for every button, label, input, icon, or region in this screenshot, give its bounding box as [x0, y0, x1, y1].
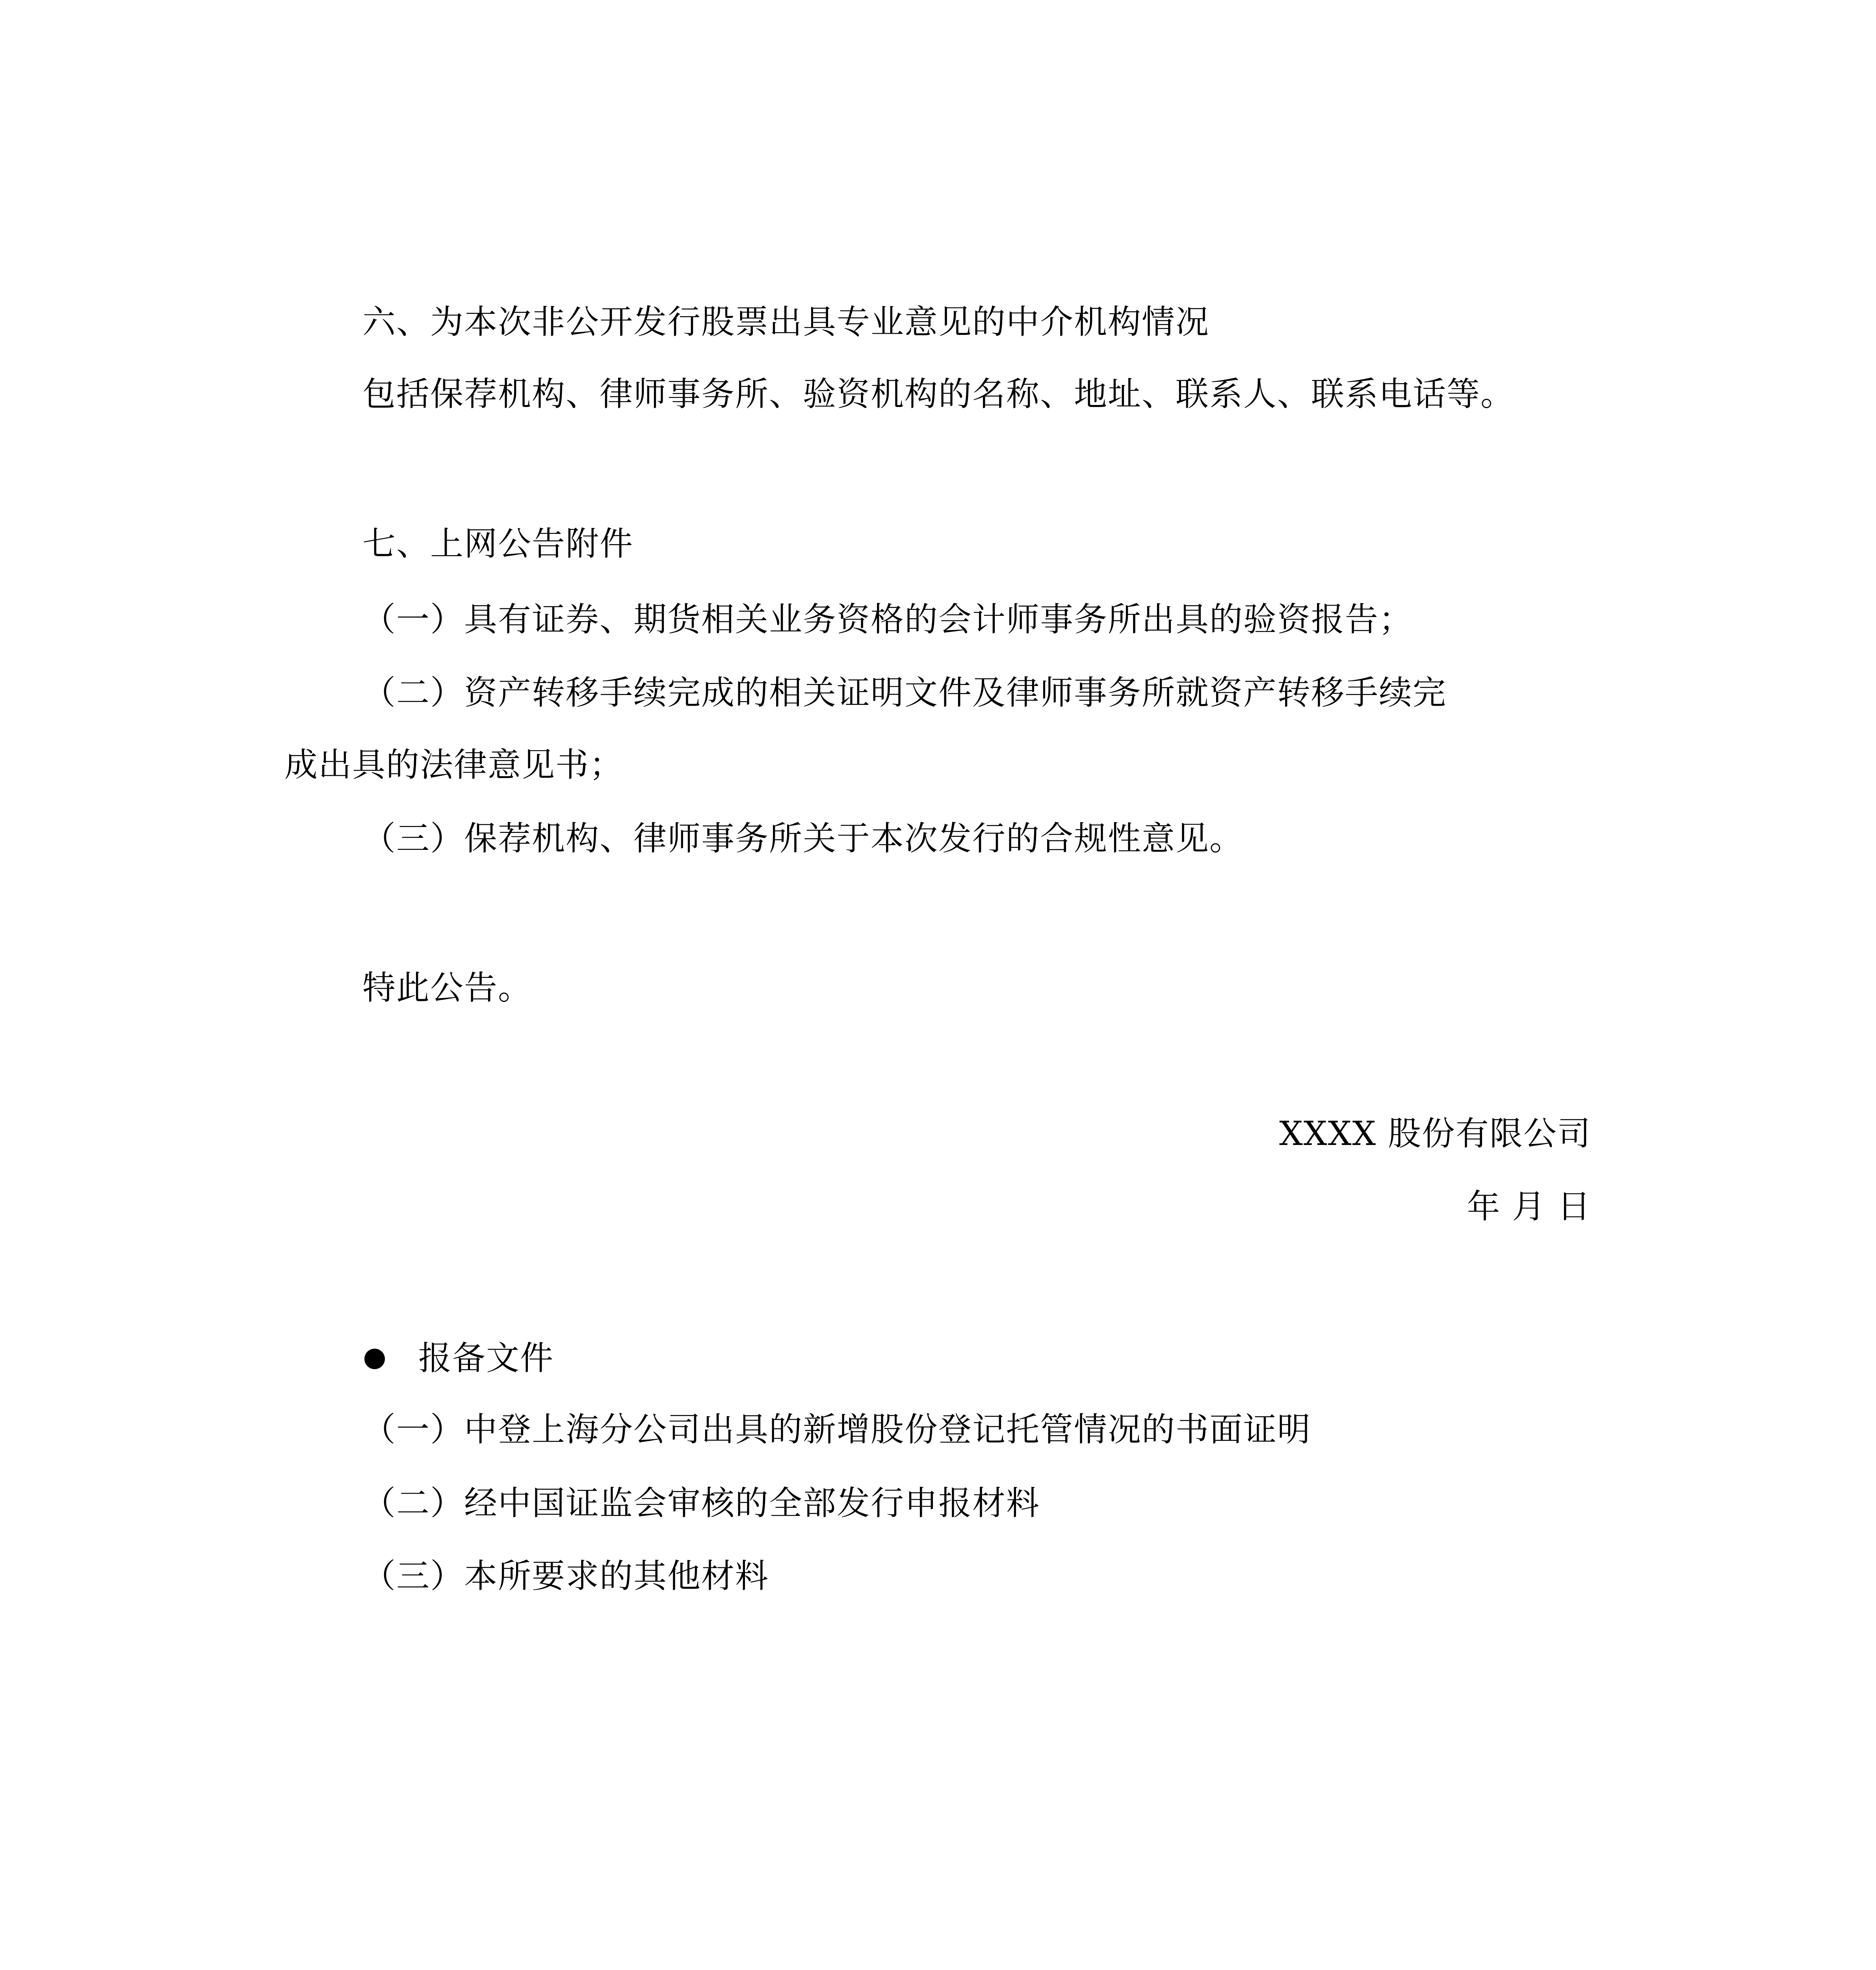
filled-circle-bullet-icon — [364, 1349, 385, 1369]
signature-company: XXXX 股份有限公司 — [1279, 1114, 1591, 1153]
filing-item-3: （三）本所要求的其他材料 — [362, 1557, 769, 1595]
section-7-item-3: （三）保荐机构、律师事务所关于本次发行的合规性意见。 — [362, 819, 1244, 858]
section-6-heading: 六、为本次非公开发行股票出具专业意见的中介机构情况 — [362, 303, 1210, 341]
filing-item-1: （一）中登上海分公司出具的新增股份登记托管情况的书面证明 — [362, 1410, 1311, 1449]
section-7-item-2-line-2: 成出具的法律意见书； — [284, 745, 624, 784]
section-6-body: 包括保荐机构、律师事务所、验资机构的名称、地址、联系人、联系电话等。 — [362, 375, 1515, 413]
filing-item-2: （二）经中国证监会审核的全部发行申报材料 — [362, 1484, 1040, 1522]
section-7-item-2-line-1: （二）资产转移手续完成的相关证明文件及律师事务所就资产转移手续完 — [362, 673, 1447, 712]
section-7-item-1: （一）具有证券、期货相关业务资格的会计师事务所出具的验资报告； — [362, 600, 1413, 639]
section-7-heading: 七、上网公告附件 — [362, 524, 634, 563]
signature-date: 年 月 日 — [1467, 1187, 1591, 1226]
filing-heading: 报备文件 — [418, 1339, 554, 1377]
closing-statement: 特此公告。 — [362, 968, 532, 1007]
